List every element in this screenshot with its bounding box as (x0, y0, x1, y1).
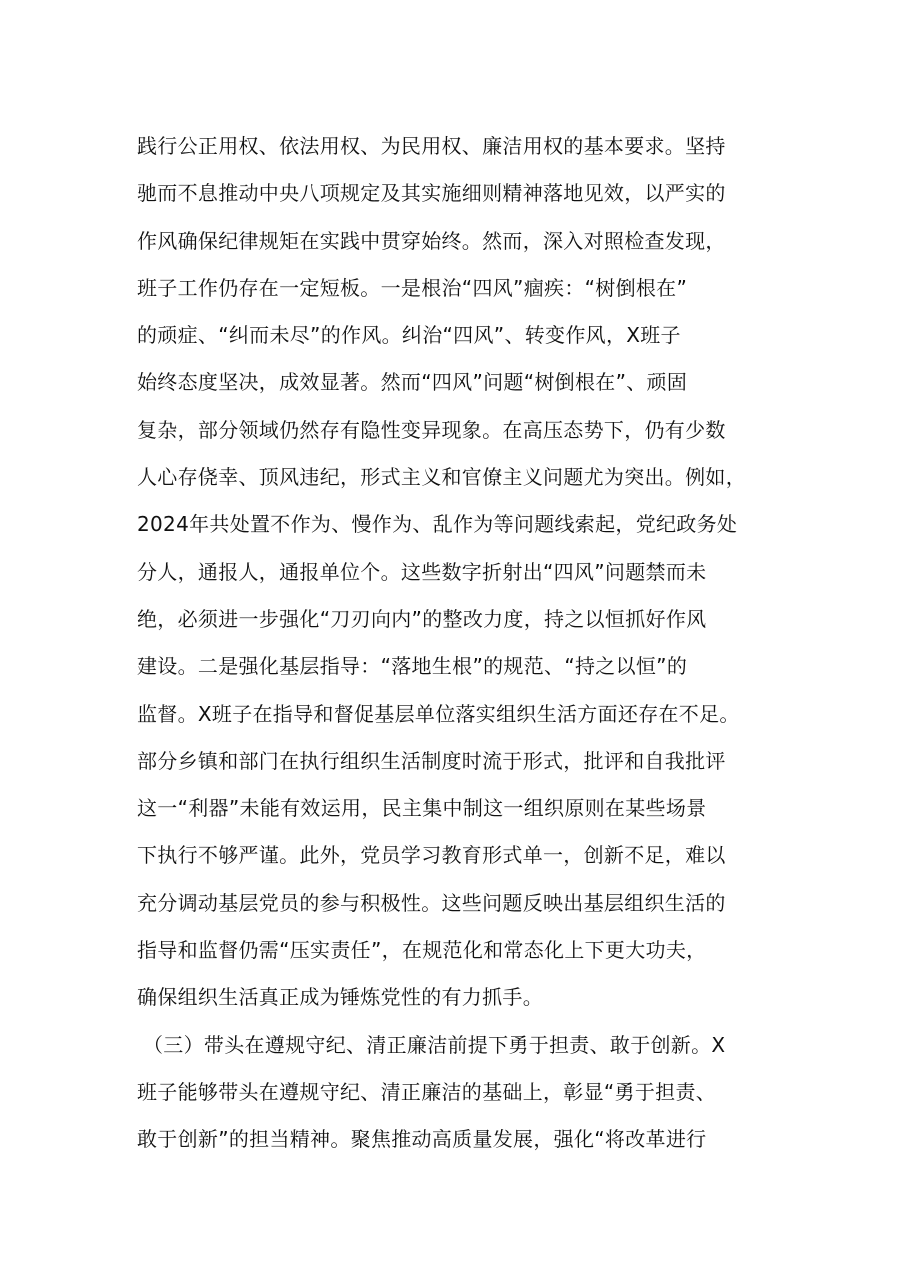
text-line: 2024年共处置不作为、慢作为、乱作为等问题线索起，党纪政务处 (137, 512, 738, 537)
text-line: 的顽症、“纠而未尽”的作风。纠治“四风”、转变作风，X班子 (137, 323, 681, 348)
text-line: 监督。X班子在指导和督促基层单位落实组织生活方面还存在不足。 (137, 701, 740, 726)
text-line: 建设。二是强化基层指导：“落地生根”的规范、“持之以恒”的 (137, 654, 688, 679)
text-line: 指导和监督仍需“压实责任”，在规范化和常态化上下更大功夫， (137, 938, 707, 963)
text-line: 确保组织生活真正成为锤炼党性的有力抓手。 (137, 985, 543, 1010)
text-line: 分人，通报人，通报单位个。这些数字折射出“四风”问题禁而未 (137, 559, 707, 584)
text-line: 下执行不够严谨。此外，党员学习教育形式单一，创新不足，难以 (137, 843, 726, 868)
text-line: 人心存侥幸、顶风违纪，形式主义和官僚主义问题尤为突出。例如， (137, 465, 746, 490)
text-line: 敢于创新”的担当精神。聚焦推动高质量发展，强化“将改革进行 (137, 1127, 707, 1152)
section-heading-line: （三）带头在遵规守纪、清正廉洁前提下勇于担责、敢于创新。X (143, 1032, 726, 1057)
text-line: 部分乡镇和部门在执行组织生活制度时流于形式，批评和自我批评 (137, 748, 726, 773)
text-line: 始终态度坚决，成效显著。然而“四风”问题“树倒根在”、顽固 (137, 370, 688, 395)
text-line: 绝，必须进一步强化“刀刃向内”的整改力度，持之以恒抓好作风 (137, 606, 707, 631)
text-line: 班子能够带头在遵规守纪、清正廉洁的基础上，彰显“勇于担责、 (137, 1079, 717, 1104)
text-line: 作风确保纪律规矩在实践中贯穿始终。然而，深入对照检查发现， (137, 228, 726, 253)
text-line: 复杂，部分领域仍然存有隐性变异现象。在高压态势下，仍有少数 (137, 417, 726, 442)
body-text (137, 123, 787, 1164)
text-line: 这一“利器”未能有效运用，民主集中制这一组织原则在某些场景 (137, 796, 707, 821)
text-line: 践行公正用权、依法用权、为民用权、廉洁用权的基本要求。坚持 (137, 134, 726, 158)
text-line: 充分调动基层党员的参与积极性。这些问题反映出基层组织生活的 (137, 890, 726, 915)
text-line: 班子工作仍存在一定短板。一是根治“四风”痼疾：“树倒根在” (137, 275, 688, 300)
text-line: 驰而不息推动中央八项规定及其实施细则精神落地见效，以严实的 (137, 181, 726, 206)
